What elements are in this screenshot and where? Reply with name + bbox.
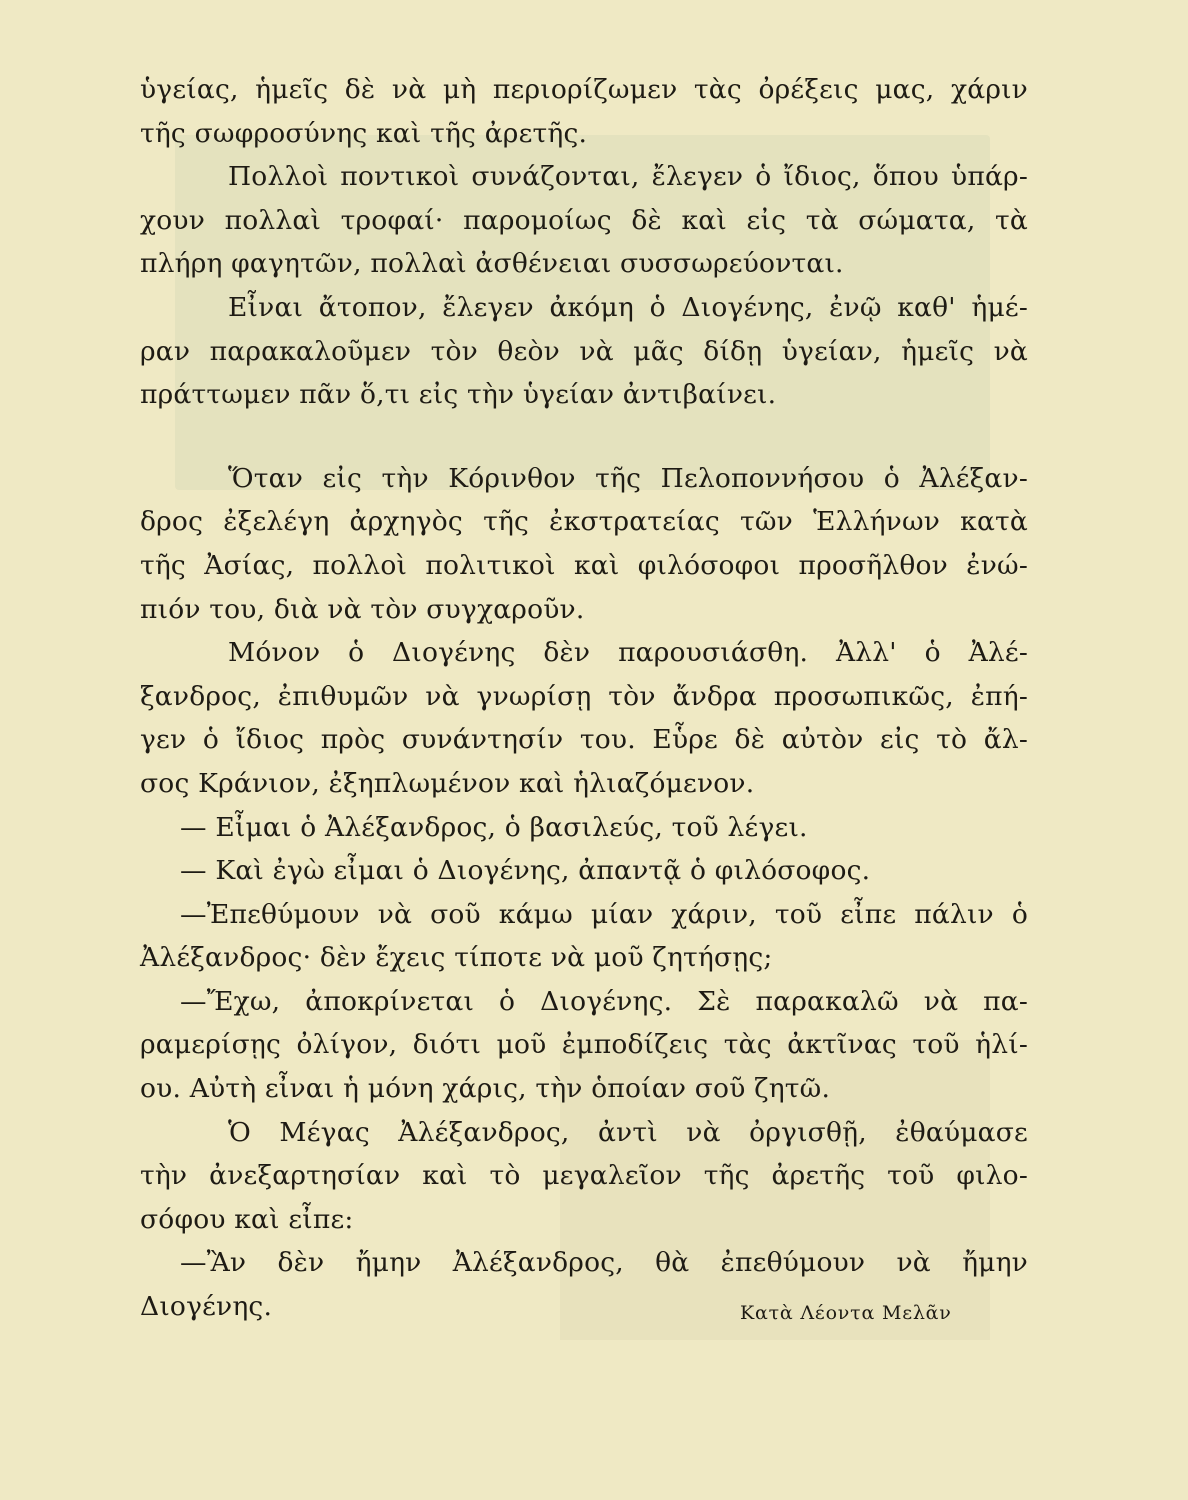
section-gap	[140, 417, 1028, 457]
text-line: δρος ἐξελέγη ἀρχηγὸς τῆς ἐκστρατείας τῶν Ἑλλήνων κατὰ	[140, 506, 1028, 538]
main-text	[140, 68, 1028, 1329]
text-line: σος Κράνιον, ἐξηπλωμένον καὶ ἡλιαζόμενον.	[140, 767, 755, 799]
dialogue-line: —Ἔχω, ἀποκρίνεται ὁ Διογένης. Σὲ παρακαλῶ νὰ πα-	[180, 985, 1028, 1017]
text-line: ξανδρος, ἐπιθυμῶν νὰ γνωρίσῃ τὸν ἄνδρα προσωπικῶς, ἐπή-	[140, 680, 1028, 712]
text-line: τῆς σωφροσύνης καὶ τῆς ἀρετῆς.	[140, 117, 588, 149]
text-line: πιόν του, διὰ νὰ τὸν συγχαροῦν.	[140, 593, 585, 625]
author-attribution: Κατὰ Λέοντα Μελᾶν	[740, 1302, 952, 1324]
dialogue-line: ου. Αὐτὴ εἶναι ἡ μόνη χάρις, τὴν ὁποίαν σοῦ ζητῶ.	[140, 1073, 831, 1105]
dialogue-line: ραμερίσῃς ὀλίγον, διότι μοῦ ἐμποδίζεις τὰς ἀκτῖνας τοῦ ἡλί-	[140, 1029, 1028, 1061]
text-line: Ὅταν εἰς τὴν Κόρινθον τῆς Πελοποννήσου ὁ Ἀλέξαν-	[228, 462, 1028, 494]
text-line: πλήρη φαγητῶν, πολλαὶ ἀσθένειαι συσσωρεύονται.	[140, 248, 844, 280]
text-line: τὴν ἀνεξαρτησίαν καὶ τὸ μεγαλεῖον τῆς ἀρετῆς τοῦ φιλο-	[140, 1160, 1028, 1192]
text-line: Πολλοὶ ποντικοὶ συνάζονται, ἔλεγεν ὁ ἴδιος, ὅπου ὑπάρ-	[228, 161, 1028, 193]
text-line: πράττωμεν πᾶν ὅ,τι εἰς τὴν ὑγείαν ἀντιβαίνει.	[140, 379, 777, 411]
dialogue-line: Διογένης.	[140, 1291, 273, 1323]
text-line: τῆς Ἀσίας, πολλοὶ πολιτικοὶ καὶ φιλόσοφοι προσῆλθον ἐνώ-	[140, 549, 1028, 581]
dialogue-line: —Ἐπεθύμουν νὰ σοῦ κάμω μίαν χάριν, τοῦ εἶπε πάλιν ὁ	[180, 898, 1028, 930]
text-line: Μόνον ὁ Διογένης δὲν παρουσιάσθη. Ἀλλ' ὁ Ἀλέ-	[228, 637, 1028, 669]
text-line: Ὁ Μέγας Ἀλέξανδρος, ἀντὶ νὰ ὀργισθῇ, ἐθαύμασε	[228, 1116, 1028, 1148]
dialogue-line: Ἀλέξανδρος· δὲν ἔχεις τίποτε νὰ μοῦ ζητήσῃς;	[140, 942, 773, 974]
text-line: ραν παρακαλοῦμεν τὸν θεὸν νὰ μᾶς δίδῃ ὑγείαν, ἡμεῖς νὰ	[140, 335, 1028, 367]
dialogue-line: — Εἶμαι ὁ Ἀλέξανδρος, ὁ βασιλεύς, τοῦ λέγει.	[180, 811, 808, 843]
dialogue-line: —Ἂν δὲν ἤμην Ἀλέξανδρος, θὰ ἐπεθύμουν νὰ ἤμην	[180, 1247, 1028, 1279]
text-line: ὑγείας, ἡμεῖς δὲ νὰ μὴ περιορίζωμεν τὰς ὀρέξεις μας, χάριν	[140, 74, 1028, 105]
text-line: χουν πολλαὶ τροφαί· παρομοίως δὲ καὶ εἰς τὰ σώματα, τὰ	[140, 204, 1028, 236]
dialogue-line: — Καὶ ἐγὼ εἶμαι ὁ Διογένης, ἀπαντᾷ ὁ φιλόσοφος.	[180, 855, 871, 887]
text-line: γεν ὁ ἴδιος πρὸς συνάντησίν του. Εὗρε δὲ αὐτὸν εἰς τὸ ἄλ-	[140, 724, 1028, 756]
text-line: σόφου καὶ εἶπε:	[140, 1203, 354, 1235]
text-line: Εἶναι ἄτοπον, ἔλεγεν ἀκόμη ὁ Διογένης, ἐνῷ καθ' ἡμέ-	[228, 291, 1028, 323]
